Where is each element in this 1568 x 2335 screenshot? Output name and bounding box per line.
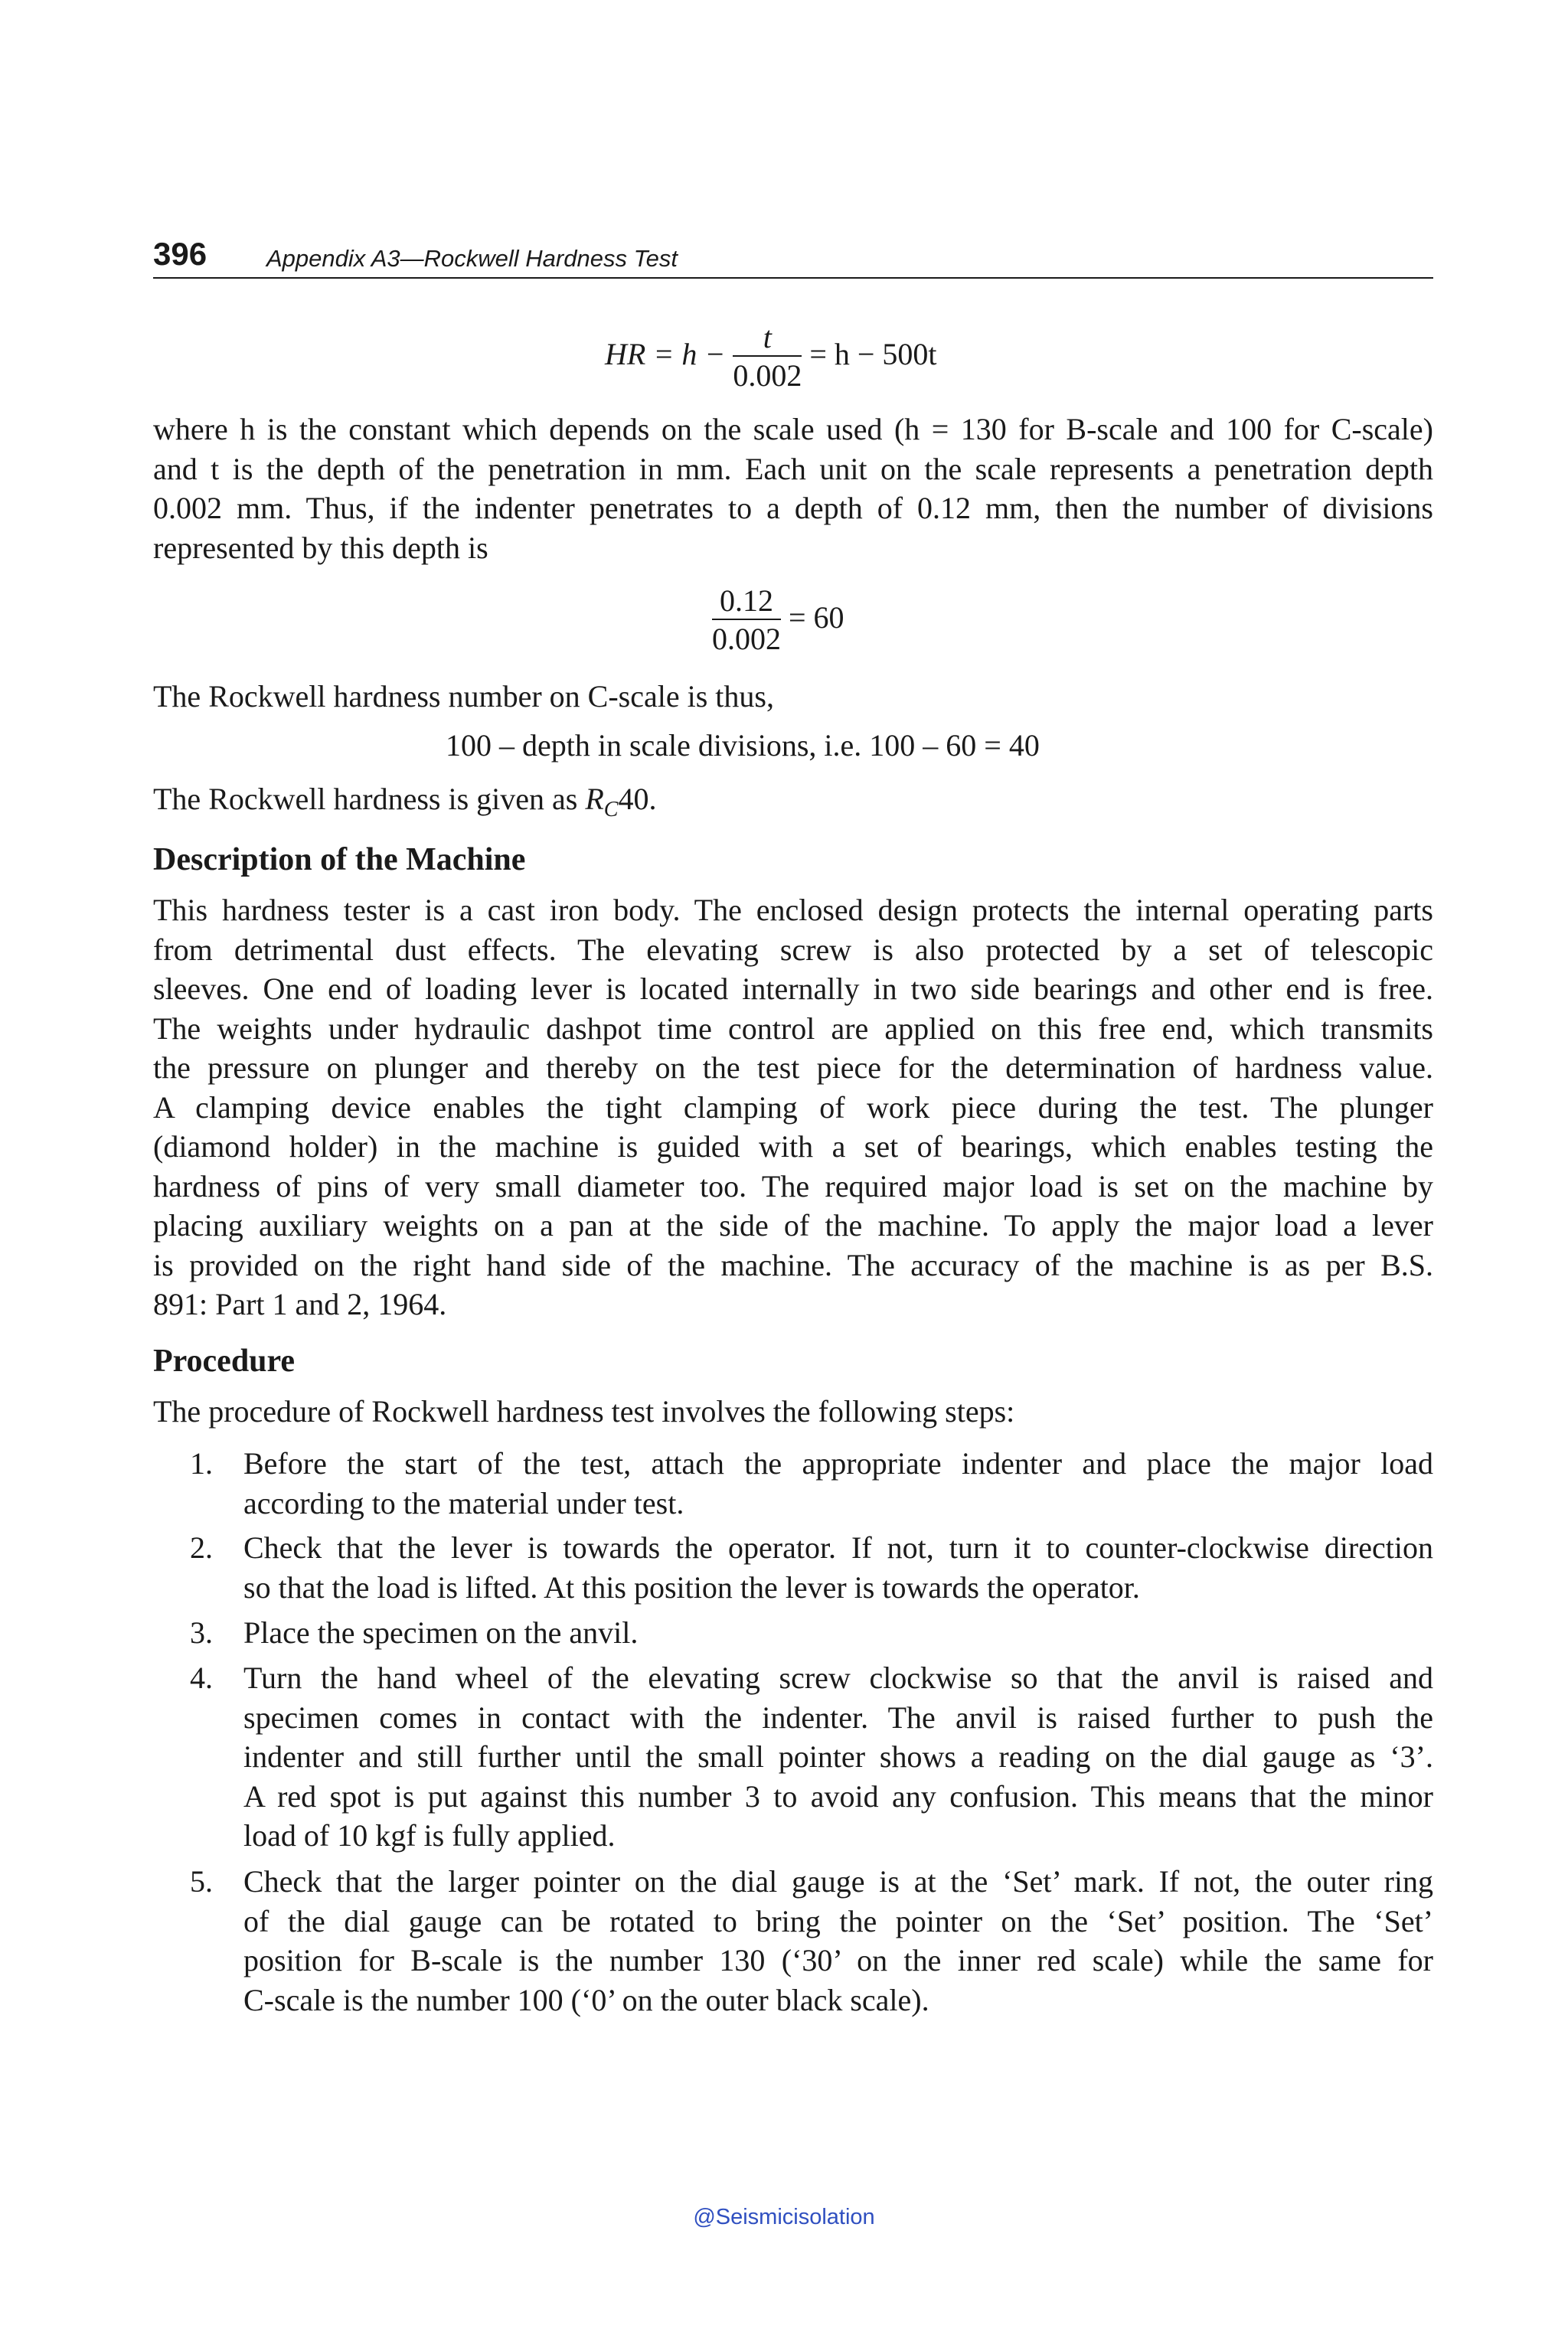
list-item-text: [243, 1528, 1433, 1607]
text-line: hardness of pins of very small diameter too. The required major load is set on the machine by: [153, 1168, 1433, 1203]
paragraph-machine-description: [153, 890, 1433, 1324]
text-line: A clamping device enables the tight clamping of work piece during the test. The plunger: [153, 1089, 1433, 1125]
text-line: according to the material under test.: [243, 1485, 684, 1520]
page-number: 396: [153, 236, 207, 272]
text-line: Before the start of the test, attach the appropriate indenter and place the major load: [243, 1446, 1433, 1481]
procedure-intro: [153, 1392, 1433, 1432]
text-line: This hardness tester is a cast iron body. The enclosed design protects the internal operating parts: [153, 893, 1433, 927]
equation-hr: [605, 320, 937, 395]
heading-procedure: Procedure: [153, 1344, 296, 1379]
equation-divisions-denominator: 0.002: [712, 622, 781, 656]
text-line: (diamond holder) in the machine is guided with a set of bearings, which enables testing the: [153, 1129, 1433, 1164]
rc-prefix: The Rockwell hardness is given as: [153, 782, 586, 816]
equation-hr-denominator: 0.002: [733, 358, 802, 393]
equation-hr-fraction: [733, 320, 802, 395]
text-line: load of 10 kgf is fully applied.: [243, 1818, 616, 1853]
watermark: @Seismicisolation: [693, 2205, 875, 2229]
line-c-scale: [153, 677, 1433, 717]
equation-hr-rhs: = h − 500t: [809, 337, 937, 372]
list-item-text: [243, 1862, 1433, 2020]
text-line: from detrimental dust effects. The elevating screw is also protected by a set of telescopic: [153, 932, 1433, 967]
list-item-number: 1.: [190, 1446, 213, 1481]
text-line: Check that the larger pointer on the dial gauge is at the ‘Set’ mark. If not, the outer ring: [243, 1864, 1433, 1899]
equation-divisions-numerator: 0.12: [712, 583, 781, 620]
text-line: 891: Part 1 and 2, 1964.: [153, 1287, 447, 1321]
rc-suffix: 40.: [618, 782, 657, 816]
list-item-number: 4.: [190, 1661, 213, 1695]
running-head: Appendix A3—Rockwell Hardness Test: [266, 245, 678, 272]
equation-hr-numerator: t: [733, 320, 802, 357]
text-line: sleeves. One end of loading lever is located internally in two side bearings and other end is free.: [153, 972, 1433, 1006]
list-item-text: [243, 1444, 1433, 1523]
text-line: the pressure on plunger and thereby on the test piece for the determination of hardness value.: [153, 1050, 1433, 1085]
text-line: and t is the depth of the penetration in mm. Each unit on the scale represents a penetration depth: [153, 451, 1433, 486]
text-line: represented by this depth is: [153, 530, 488, 565]
list-item-number: 5.: [190, 1864, 213, 1899]
line-rc-hardness: [153, 779, 1433, 830]
text-line: placing auxiliary weights on a pan at the side of the machine. To apply the major load a lever: [153, 1208, 1433, 1243]
text-line: The Rockwell hardness number on C-scale is thus,: [153, 679, 774, 714]
list-item-text: [243, 1613, 1433, 1653]
text-line: where h is the constant which depends on the scale used (h = 130 for B-scale and 100 for C-scale): [153, 412, 1433, 446]
text-line: specimen comes in contact with the indenter. The anvil is raised further to push the: [243, 1700, 1433, 1735]
rc-symbol: R: [585, 782, 604, 816]
text-line: indenter and still further until the small pointer shows a reading on the dial gauge as ‘3’.: [243, 1739, 1433, 1774]
rc-subscript: C: [603, 798, 619, 821]
page-header: [153, 231, 1433, 279]
list-item-number: 2.: [190, 1530, 213, 1565]
equation-hr-lhs: HR = h −: [605, 337, 726, 372]
text-line: so that the load is lifted. At this position the lever is towards the operator.: [243, 1569, 1140, 1605]
text-line: 0.002 mm. Thus, if the indenter penetrates to a depth of 0.12 mm, then the number of divisions: [153, 491, 1433, 525]
equation-c-scale: 100 – depth in scale divisions, i.e. 100 – 60 = 40: [446, 728, 1040, 763]
text-line: Check that the lever is towards the operator. If not, turn it to counter-clockwise direction: [243, 1530, 1433, 1565]
heading-description: Description of the Machine: [153, 842, 526, 877]
text-line: position for B-scale is the number 130 (‘30’ on the inner red scale) while the same for: [243, 1943, 1433, 1977]
text-line: Place the specimen on the anvil.: [243, 1615, 639, 1650]
equation-divisions-fraction: [712, 583, 781, 658]
equation-divisions: [712, 583, 844, 658]
text-line: is provided on the right hand side of the machine. The accuracy of the machine is as per B.S.: [153, 1247, 1433, 1282]
text-line: The weights under hydraulic dashpot time control are applied on this free end, which transmits: [153, 1011, 1433, 1046]
equation-divisions-rhs: = 60: [789, 600, 844, 635]
text-line: Turn the hand wheel of the elevating screw clockwise so that the anvil is raised and: [243, 1661, 1433, 1695]
text-line: The procedure of Rockwell hardness test involves the following steps:: [153, 1394, 1015, 1429]
list-item-number: 3.: [190, 1615, 213, 1650]
text-line: of the dial gauge can be rotated to bring the pointer on the ‘Set’ position. The ‘Set’: [243, 1903, 1433, 1938]
text-line: C-scale is the number 100 (‘0’ on the outer black scale).: [243, 1982, 929, 2017]
list-item-text: [243, 1658, 1433, 1856]
paragraph-scale-explanation: [153, 410, 1433, 567]
text-line: A red spot is put against this number 3 to avoid any confusion. This means that the minor: [243, 1778, 1433, 1814]
